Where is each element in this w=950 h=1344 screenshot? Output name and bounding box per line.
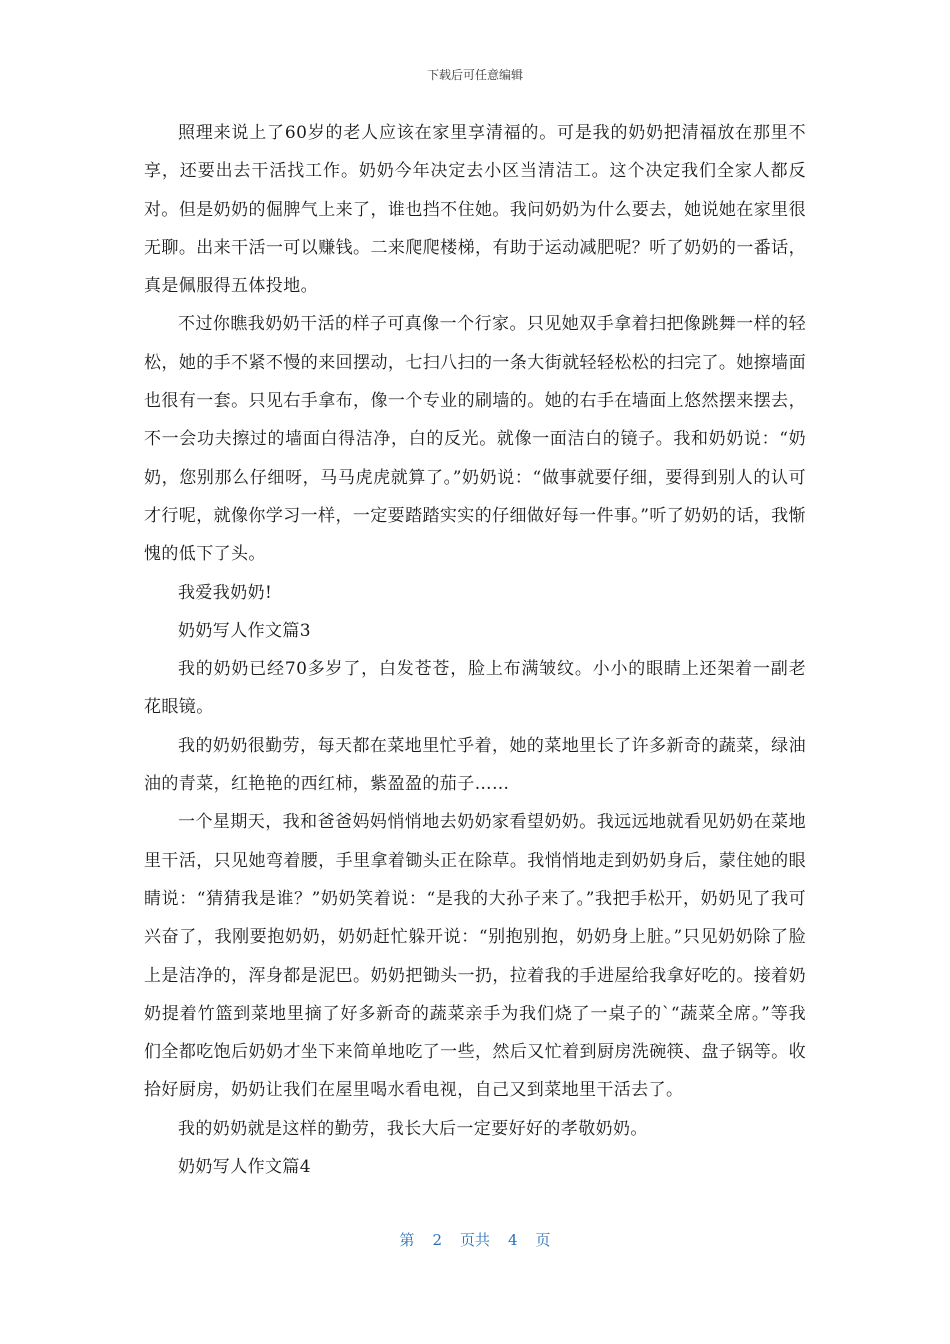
footer-suffix: 页: [535, 1231, 551, 1249]
footer-prefix: 第: [399, 1231, 415, 1249]
paragraph: 我的奶奶很勤劳，每天都在菜地里忙乎着，她的菜地里长了许多新奇的蔬菜，绿油油的青菜，红艳艳的西红柿，紫盈盈的茄子……: [144, 735, 806, 795]
page-header: 下载后可任意编辑: [426, 68, 523, 82]
paragraph: 照理来说上了60岁的老人应该在家里享清福的。可是我的奶奶把清福放在那里不享，还要出去干活找工作。奶奶今年决定去小区当清洁工。这个决定我们全家人都反对。但是奶奶的倔脾气上来了，谁也挡不住她。我问奶奶为什么要去，她说她在家里很无聊。出来干活一可以赚钱。二来爬爬楼梯，有助于运动减肥呢？听了奶奶的一番话，真是佩服得五体投地。: [144, 123, 806, 297]
document-body: [144, 114, 806, 1186]
paragraph: 我的奶奶就是这样的勤劳，我长大后一定要好好的孝敬奶奶。: [178, 1118, 648, 1139]
section-heading: 奶奶写人作文篇3: [178, 620, 312, 641]
paragraph: 一个星期天，我和爸爸妈妈悄悄地去奶奶家看望奶奶。我远远地就看见奶奶在菜地里干活，只见她弯着腰，手里拿着锄头正在除草。我悄悄地走到奶奶身后，蒙住她的眼睛说：“猜猜我是谁？”奶奶笑着说：“是我的大孙子来了。”我把手松开，奶奶见了我可兴奋了，我刚要抱奶奶，奶奶赶忙躲开说：“别抱别抱，奶奶身上脏。”只见奶奶除了脸上是洁净的，浑身都是泥巴。奶奶把锄头一扔，拉着我的手进屋给我拿好吃的。接着奶奶提着竹篮到菜地里摘了好多新奇的蔬菜亲手为我们烧了一桌子的`“蔬菜全席。”等我们全都吃饱后奶奶才坐下来简单地吃了一些，然后又忙着到厨房洗碗筷、盘子锅等。收拾好厨房，奶奶让我们在屋里喝水看电视，自己又到菜地里干活去了。: [144, 812, 806, 1101]
footer-middle: 页共: [459, 1231, 490, 1249]
total-pages-number: 4: [508, 1231, 518, 1249]
paragraph: 我爱我奶奶!: [178, 582, 273, 603]
section-heading: 奶奶写人作文篇4: [178, 1157, 312, 1178]
page-footer: [0, 1229, 950, 1250]
current-page-number: 2: [432, 1231, 442, 1249]
paragraph: 我的奶奶已经70多岁了，白发苍苍，脸上布满皱纹。小小的眼睛上还架着一副老花眼镜。: [144, 659, 806, 718]
paragraph: 不过你瞧我奶奶干活的样子可真像一个行家。只见她双手拿着扫把像跳舞一样的轻松，她的手不紧不慢的来回摆动，七扫八扫的一条大街就轻轻松松的扫完了。她擦墙面也很有一套。只见右手拿布，像一个专业的刷墙的。她的右手在墙面上悠然摆来摆去，不一会功夫擦过的墙面白得洁净，白的反光。就像一面洁白的镜子。我和奶奶说：“奶奶，您别那么仔细呀，马马虎虎就算了。”奶奶说：“做事就要仔细，要得到别人的认可才行呢，就像你学习一样，一定要踏踏实实的仔细做好每一件事。”听了奶奶的话，我惭愧的低下了头。: [144, 314, 806, 565]
